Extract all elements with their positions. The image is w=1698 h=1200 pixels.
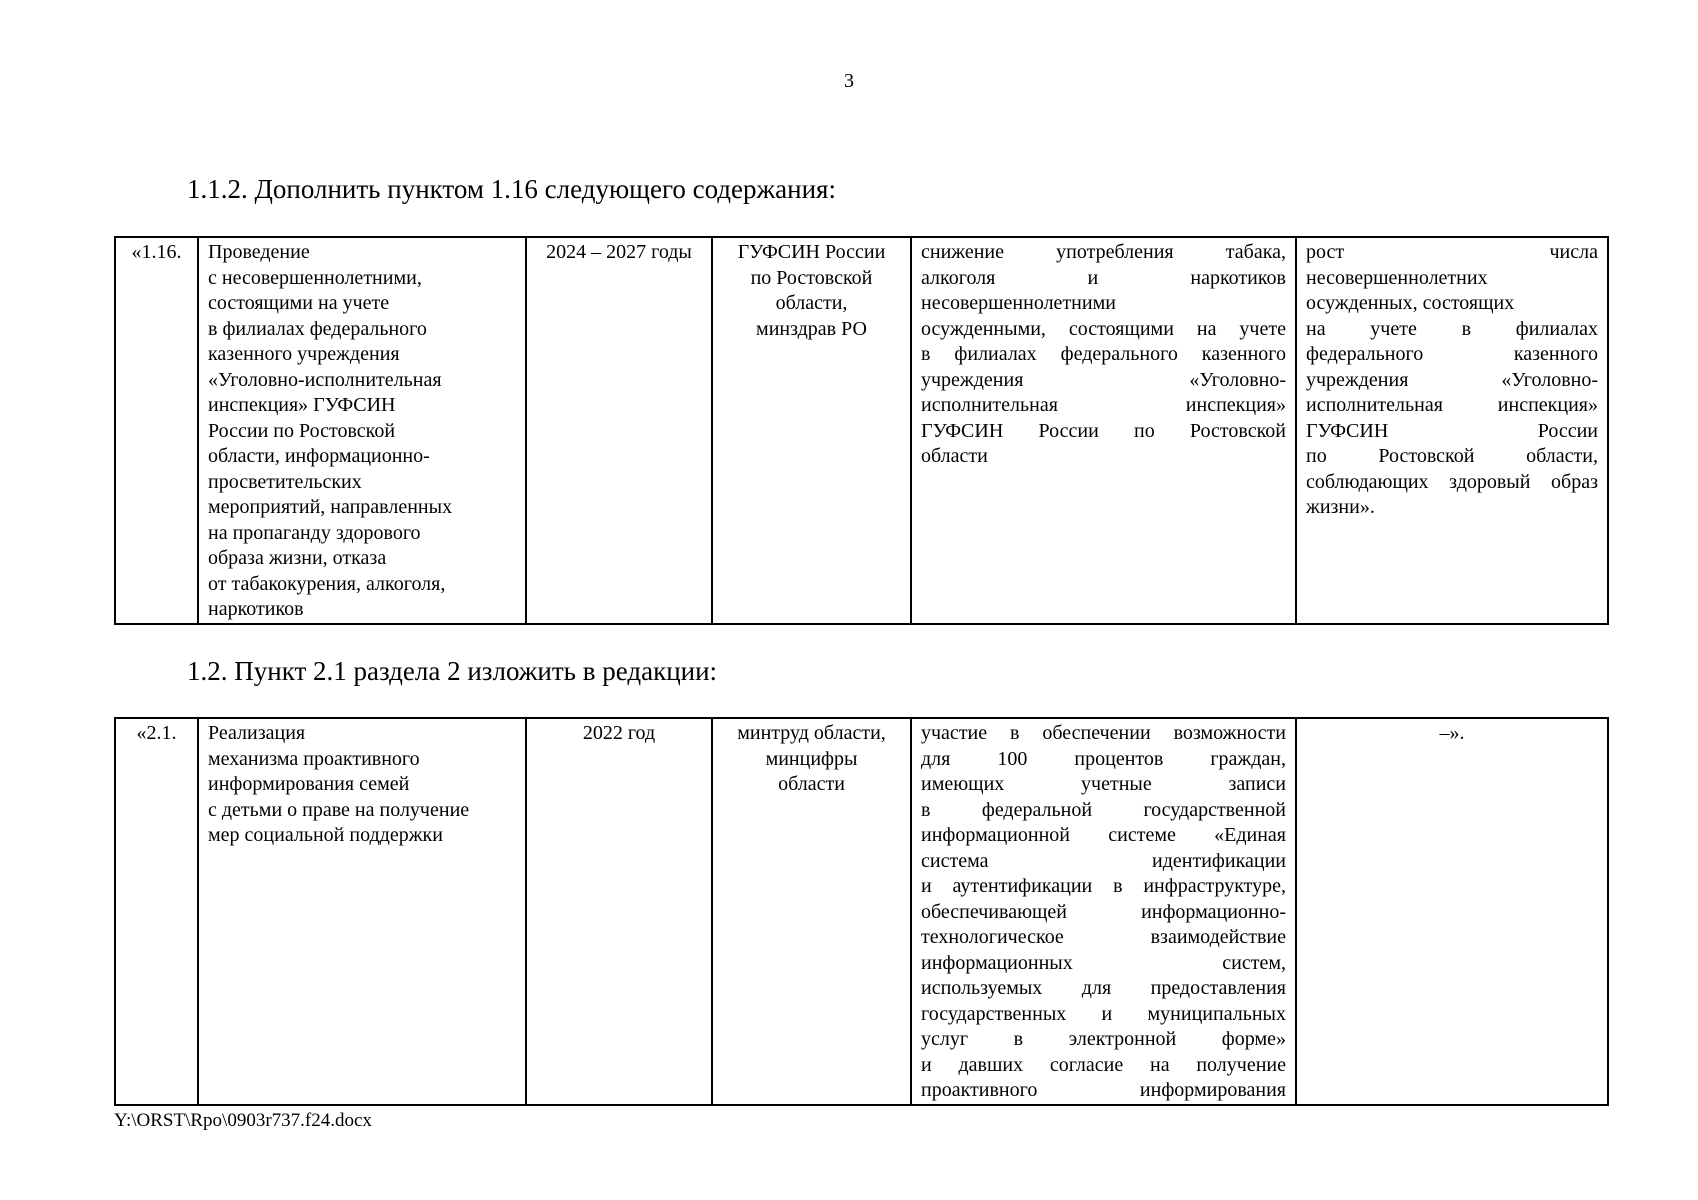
text-line: учреждения «Уголовно- (1306, 368, 1598, 391)
page-number: 3 (844, 70, 854, 92)
cell-period: 2022 год (526, 718, 712, 1105)
text-line: исполнительная инспекция» (1306, 394, 1598, 416)
text-line: исполнительная инспекция» (921, 394, 1286, 416)
text-line: мероприятий, направленных (208, 496, 453, 518)
text-line: «Уголовно-исполнительная (208, 368, 442, 391)
cell-item-number: «2.1. (115, 718, 198, 1105)
text-line: в филиалах федерального (208, 317, 427, 340)
cell-item-number: «1.16. (115, 237, 198, 624)
cell-executor (712, 237, 911, 624)
cell-indicator: –». (1296, 718, 1608, 1105)
cell-indicator (1296, 237, 1608, 624)
text-line: для 100 процентов граждан, (921, 747, 1286, 770)
text-line: Проведение (208, 241, 310, 263)
table-row (115, 718, 1608, 1105)
text-line: обеспечивающей информационно- (921, 900, 1286, 923)
text-line: учреждения «Уголовно- (921, 368, 1286, 391)
text-line: мер социальной поддержки (208, 824, 443, 846)
text-line: в федеральной государственной (921, 798, 1286, 821)
text-line: инспекция» ГУФСИН (208, 394, 396, 416)
text-line: используемых для предоставления (921, 977, 1286, 999)
text-line: в филиалах федерального казенного (921, 343, 1286, 365)
cell-expected-result (911, 718, 1296, 1105)
text-line: технологическое взаимодействие (921, 926, 1286, 948)
text-line: и аутентификации в инфраструктуре, (921, 875, 1286, 897)
text-line: минтруд области, (737, 722, 886, 744)
cell-activity-name (198, 718, 526, 1105)
text-line: минздрав РО (756, 317, 867, 340)
text-line: система идентификации (921, 849, 1286, 872)
text-line: по Ростовской области, (1306, 445, 1598, 467)
text-line: области (921, 445, 988, 467)
amendment-table-item-2-1 (114, 717, 1609, 1106)
text-line: услуг в электронной форме» (921, 1028, 1286, 1050)
cell-executor (712, 718, 911, 1105)
section-heading-1-1-2: 1.1.2. Дополнить пунктом 1.16 следующего содержания: (187, 174, 836, 204)
text-line: с несовершеннолетними, (208, 266, 422, 289)
text-line: алкоголя и наркотиков (921, 266, 1286, 289)
text-line: проактивного информирования (921, 1079, 1286, 1101)
text-line: осужденных, состоящих (1306, 292, 1515, 314)
text-line: и давших согласие на получение (921, 1053, 1286, 1076)
text-line: информационной системе «Единая (921, 824, 1286, 846)
section-heading-1-2: 1.2. Пункт 2.1 раздела 2 изложить в редакции: (187, 656, 718, 686)
text-line: имеющих учетные записи (921, 773, 1286, 795)
text-line: информирования семей (208, 773, 410, 795)
text-line: от табакокурения, алкоголя, (208, 572, 446, 595)
text-line: наркотиков (208, 598, 304, 620)
text-line: жизни». (1306, 496, 1375, 518)
text-line: снижение употребления табака, (921, 241, 1286, 263)
cell-period: 2024 – 2027 годы (526, 237, 712, 624)
text-line: Реализация (208, 722, 306, 744)
cell-activity-name (198, 237, 526, 624)
text-line: по Ростовской (750, 266, 873, 289)
text-line: механизма проактивного (208, 747, 420, 770)
text-line: государственных и муниципальных (921, 1002, 1286, 1025)
text-line: России по Ростовской (208, 419, 396, 442)
text-line: области, (775, 292, 848, 314)
text-line: области (778, 773, 845, 795)
table-row (115, 237, 1608, 624)
text-line: образа жизни, отказа (208, 547, 387, 569)
text-line: ГУФСИН России по Ростовской (921, 419, 1286, 442)
text-line: несовершеннолетних (1306, 266, 1488, 289)
text-line: несовершеннолетними (921, 292, 1116, 314)
text-line: области, информационно- (208, 445, 430, 467)
text-line: участие в обеспечении возможности (921, 722, 1286, 744)
text-line: просветительских (208, 470, 362, 493)
text-line: с детьми о праве на получение (208, 798, 470, 821)
cell-expected-result (911, 237, 1296, 624)
text-line: ГУФСИН России (737, 241, 886, 263)
text-line: минцифры (765, 747, 858, 770)
text-line: ГУФСИН России (1306, 419, 1598, 442)
text-line: на учете в филиалах (1306, 317, 1598, 340)
text-line: соблюдающих здоровый образ (1306, 470, 1598, 493)
text-line: информационных систем, (921, 951, 1286, 974)
text-line: на пропаганду здорового (208, 521, 421, 544)
text-line: рост числа (1306, 241, 1598, 263)
text-line: федерального казенного (1306, 343, 1598, 365)
text-line: состоящими на учете (208, 292, 390, 314)
text-line: осужденными, состоящими на учете (921, 317, 1286, 340)
document-file-path: Y:\ORST\Rpo\0903r737.f24.docx (114, 1110, 372, 1131)
text-line: казенного учреждения (208, 343, 400, 365)
amendment-table-item-1-16 (114, 236, 1609, 625)
